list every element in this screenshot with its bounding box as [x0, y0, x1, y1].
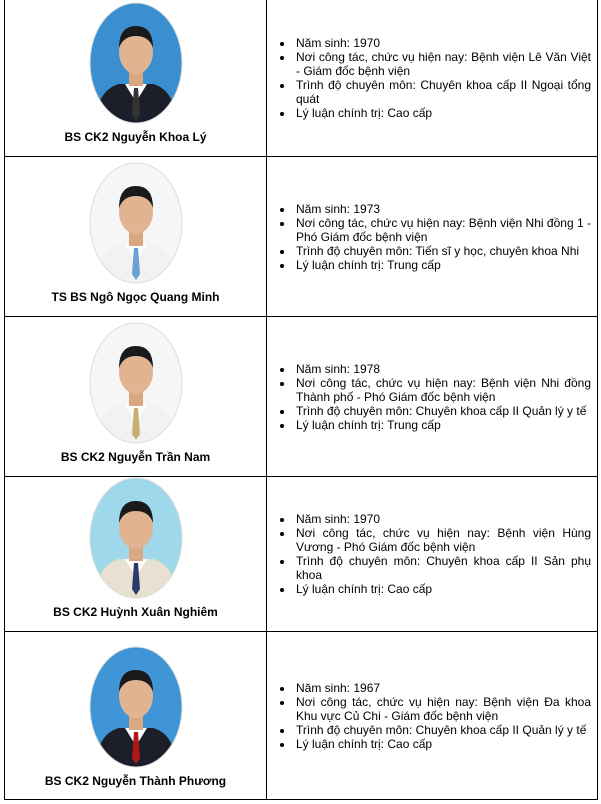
detail-item: • Năm sinh: 1973: [294, 202, 591, 216]
detail-item: • Trình độ chuyên môn: Tiến sĩ y học, chuyên khoa Nhi: [294, 244, 591, 258]
portrait-photo: [89, 477, 183, 599]
portrait-cell: [5, 477, 267, 631]
portrait-photo: [89, 322, 183, 444]
detail-item: • Nơi công tác, chức vụ hiện nay: Bệnh viện Lê Văn Việt - Giám đốc bệnh viện: [294, 50, 591, 78]
details-cell: [267, 0, 597, 156]
details-list: [267, 202, 597, 272]
details-list: [267, 362, 597, 432]
detail-item: • Năm sinh: 1970: [294, 36, 591, 50]
table-row: [5, 632, 597, 800]
detail-item: • Nơi công tác, chức vụ hiện nay: Bệnh viện Hùng Vương - Phó Giám đốc bệnh viện: [294, 526, 591, 554]
person-name: BS CK2 Nguyễn Khoa Lý: [64, 130, 207, 144]
portrait-photo: [89, 646, 183, 768]
detail-item: • Nơi công tác, chức vụ hiện nay: Bệnh viện Nhi đồng Thành phố - Phó Giám đốc bệnh viện: [294, 376, 591, 404]
table-row: [5, 157, 597, 317]
person-name: BS CK2 Huỳnh Xuân Nghiêm: [53, 605, 218, 619]
detail-item: • Lý luận chính trị: Cao cấp: [294, 737, 591, 751]
detail-item: • Trình độ chuyên môn: Chuyên khoa cấp II Quản lý y tế: [294, 404, 591, 418]
detail-item: • Năm sinh: 1970: [294, 512, 591, 526]
detail-item: • Trình độ chuyên môn: Chuyên khoa cấp II Sản phụ khoa: [294, 554, 591, 582]
portrait-cell: [5, 317, 267, 476]
portrait-cell: [5, 157, 267, 316]
officials-table: [4, 0, 598, 800]
detail-item: • Năm sinh: 1967: [294, 681, 591, 695]
person-name: BS CK2 Nguyễn Thành Phương: [44, 774, 227, 788]
detail-item: • Lý luận chính trị: Trung cấp: [294, 258, 591, 272]
details-list: [267, 681, 597, 751]
details-list: [267, 512, 597, 596]
details-cell: [267, 477, 597, 631]
table-row: [5, 0, 597, 157]
details-cell: [267, 157, 597, 316]
detail-item: • Lý luận chính trị: Trung cấp: [294, 418, 591, 432]
detail-item: • Lý luận chính trị: Cao cấp: [294, 582, 591, 596]
portrait-cell: [5, 0, 267, 156]
person-name: BS CK2 Nguyễn Trần Nam: [60, 450, 211, 464]
detail-item: • Năm sinh: 1978: [294, 362, 591, 376]
detail-item: • Trình độ chuyên môn: Chuyên khoa cấp II Quản lý y tế: [294, 723, 591, 737]
table-row: [5, 317, 597, 477]
portrait-photo: [89, 2, 183, 124]
portrait-cell: [5, 632, 267, 800]
table-row: [5, 477, 597, 632]
detail-item: • Nơi công tác, chức vụ hiện nay: Bệnh viện Nhi đồng 1 - Phó Giám đốc bệnh viện: [294, 216, 591, 244]
details-cell: [267, 632, 597, 800]
detail-item: • Nơi công tác, chức vụ hiện nay: Bệnh viện Đa khoa Khu vực Củ Chi - Giám đốc bệnh viện: [294, 695, 591, 723]
person-name: TS BS Ngô Ngọc Quang Minh: [51, 290, 220, 304]
details-list: [267, 36, 597, 120]
portrait-photo: [89, 162, 183, 284]
details-cell: [267, 317, 597, 476]
detail-item: • Trình độ chuyên môn: Chuyên khoa cấp II Ngoại tổng quát: [294, 78, 591, 106]
detail-item: • Lý luận chính trị: Cao cấp: [294, 106, 591, 120]
